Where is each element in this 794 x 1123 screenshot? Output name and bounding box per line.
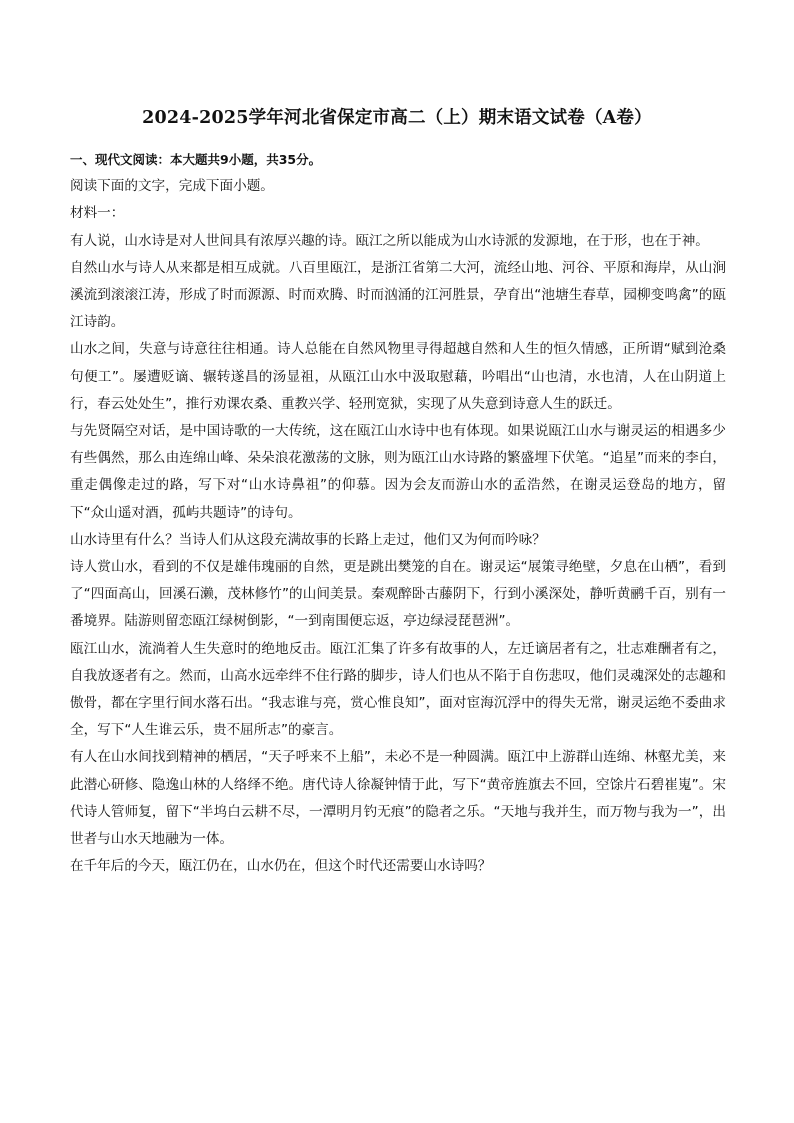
paragraph: 诗人赏山水，看到的不仅是雄伟瑰丽的自然，更是跳出樊笼的自在。谢灵运“展策寻绝壁，夕息在山栖”，看到了“四面高山，回溪石濑，茂林修竹”的山间美景。秦观醉卧古藤阴下，行到小溪深处，静听黄鹂千百，别有一番境界。陆游则留恋瓯江绿树倒影，“一到南围便忘返，亭边绿浸琵琶洲”。 <box>70 559 726 630</box>
paragraph: 有人在山水间找到精神的栖居，“天子呼来不上船”，未必不是一种圆满。瓯江中上游群山连绵、林壑尤美，来此潜心研修、隐逸山林的人络绎不绝。唐代诗人徐凝钟情于此，写下“黄帝旌旗去不回，空馀片石碧崔嵬”。宋代诗人管师复，留下“半坞白云耕不尽，一潭明月钓无痕”的隐者之乐。“天地与我并生，而万物与我为一”，出世者与山水天地融为一体。 <box>70 749 726 848</box>
paragraph: 瓯江山水，流淌着人生失意时的绝地反击。瓯江汇集了许多有故事的人，左迁谪居者有之，壮志难酬者有之，自我放逐者有之。然而，山高水远牵绊不住行路的脚步，诗人们也从不陷于自伤悲叹，他们灵魂深处的志趣和傲骨，都在字里行间水落石出。“我志谁与亮，赏心惟良知”，面对宦海沉浮中的得失无常，谢灵运绝不委曲求全，写下“人生谁云乐，贵不屈所志”的豪言。 <box>70 640 726 739</box>
reading-content <box>70 146 726 880</box>
paragraph: 山水诗里有什么？当诗人们从这段充满故事的长路上走过，他们又为何而吟咏？ <box>70 531 546 548</box>
section-heading: 一、现代文阅读：本大题共9小题，共35分。 <box>70 152 322 167</box>
paragraph: 山水之间，失意与诗意往往相通。诗人总能在自然风物里寻得超越自然和人生的恒久情感，正所谓“赋到沧桑句便工”。屡遭贬谪、辗转遂昌的汤显祖，从瓯江山水中汲取慰藉，吟唱出“山也清，水也清，人在山阴道上行，春云处处生”，推行劝课农桑、重教兴学、轻刑宽狱，实现了从失意到诗意人生的跃迁。 <box>70 341 726 412</box>
page-title: 2024-2025学年河北省保定市高二（上）期末语文试卷（A卷） <box>142 108 652 128</box>
paragraph: 自然山水与诗人从来都是相互成就。八百里瓯江，是浙江省第二大河，流经山地、河谷、平原和海岸，从山涧溪流到滚滚江涛，形成了时而源源、时而欢腾、时而汹涌的江河胜景，孕育出“池塘生春草，园柳变鸣禽”的瓯江诗韵。 <box>70 259 726 331</box>
material-label: 材料一： <box>70 205 125 222</box>
instruction-text: 阅读下面的文字，完成下面小题。 <box>70 178 274 195</box>
paragraph: 与先贤隔空对话，是中国诗歌的一大传统，这在瓯江山水诗中也有体现。如果说瓯江山水与谢灵运的相遇多少有些偶然，那么由连绵山峰、朵朵浪花激荡的文脉，则为瓯江山水诗路的繁盛埋下伏笔。“追星”而来的李白，重走偶像走过的路，写下对“山水诗鼻祖”的仰慕。因为会友而游山水的孟浩然，在谢灵运登岛的地方，留下“众山遥对酒，孤屿共题诗”的诗句。 <box>70 423 726 521</box>
paragraph: 有人说，山水诗是对人世间具有浓厚兴趣的诗。瓯江之所以能成为山水诗派的发源地，在于形，也在于神。 <box>70 232 709 249</box>
paragraph: 在千年后的今天，瓯江仍在，山水仍在，但这个时代还需要山水诗吗？ <box>70 858 492 875</box>
